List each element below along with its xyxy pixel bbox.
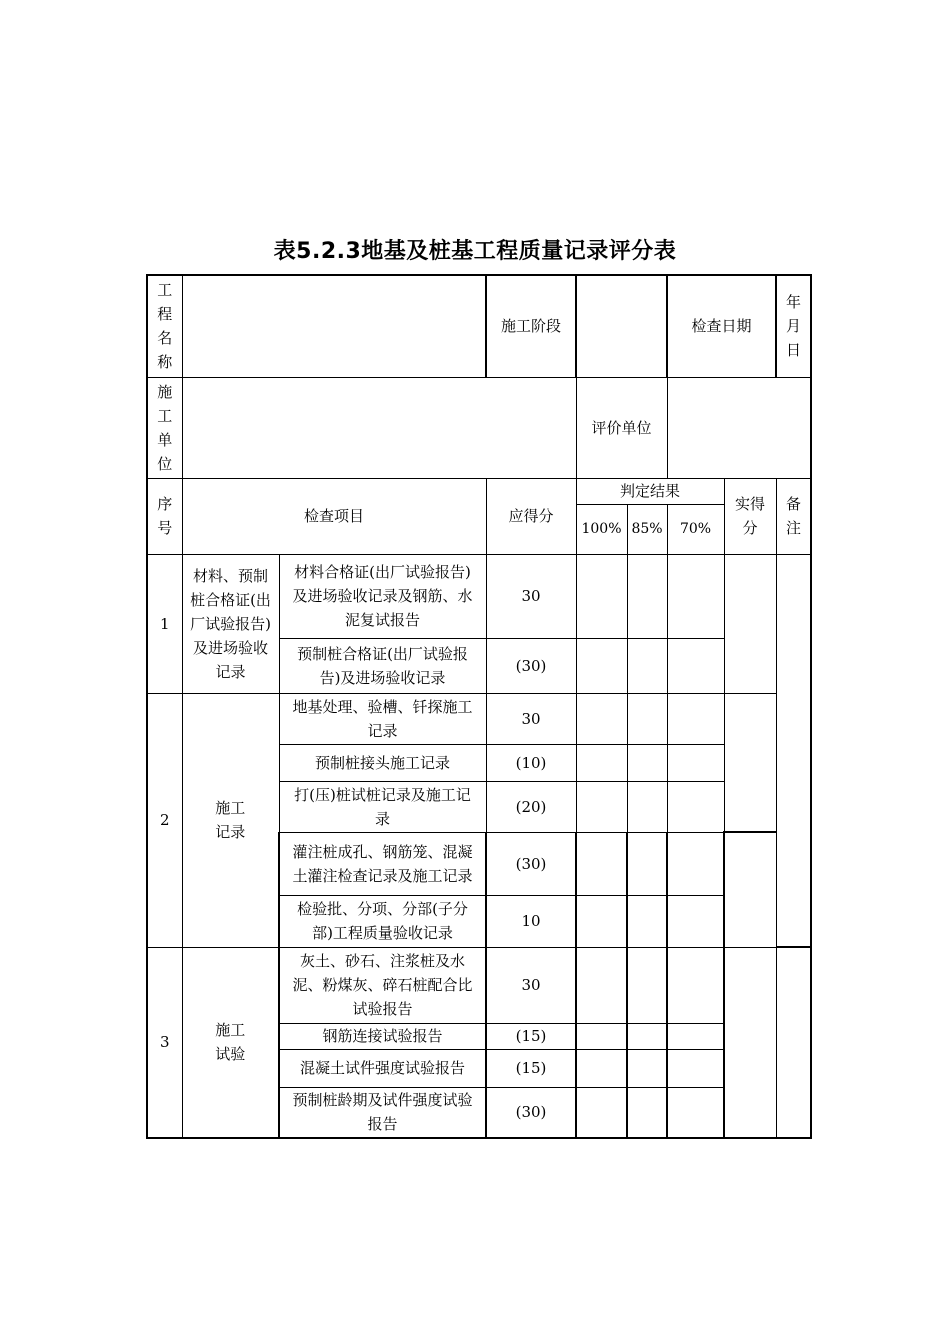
- group-seq: 1: [147, 554, 182, 693]
- pct-85-cell[interactable]: [627, 1049, 667, 1087]
- table-row: [147, 693, 811, 744]
- label-char: 程: [157, 305, 173, 324]
- item-line: 预制桩合格证(出厂试验报: [297, 644, 468, 663]
- header-line: 注: [786, 519, 802, 537]
- pct-70-cell[interactable]: [667, 744, 724, 781]
- check-item: [279, 832, 486, 895]
- due-score: (10): [486, 744, 576, 781]
- pct-85-cell[interactable]: [627, 638, 667, 693]
- group-name-line: 记录: [215, 662, 246, 681]
- page-title: 表5.2.3地基及桩基工程质量记录评分表: [273, 239, 677, 264]
- group-name-line: 厂试验报告): [190, 614, 271, 633]
- item-line: 检验批、分项、分部(子分: [297, 900, 468, 918]
- item-line: 录: [374, 809, 390, 828]
- group-seq: 3: [147, 947, 182, 1138]
- due-score: 30: [486, 693, 576, 744]
- actual-score-cell[interactable]: [724, 832, 776, 947]
- seq-header: [147, 478, 182, 554]
- project-name-value[interactable]: [182, 275, 486, 377]
- project-name-label: [147, 275, 182, 377]
- pct-70-cell[interactable]: [667, 638, 724, 693]
- label-char: 单: [157, 430, 173, 449]
- header-line: 实得: [735, 495, 766, 513]
- pct-85-cell[interactable]: [627, 895, 667, 947]
- group-name: [182, 554, 279, 693]
- item-line: 试验报告: [352, 1000, 413, 1018]
- pct-70-header: 70%: [667, 504, 724, 554]
- item-line: 报告: [367, 1115, 398, 1134]
- eval-unit-label: 评价单位: [576, 377, 667, 478]
- pct-100-cell[interactable]: [576, 1087, 627, 1138]
- due-score: (30): [486, 638, 576, 693]
- pct-100-cell[interactable]: [576, 947, 627, 1023]
- date-line: 日: [786, 341, 802, 360]
- project-name-row: [147, 275, 811, 377]
- check-item: [279, 1049, 486, 1087]
- group-name: [182, 947, 279, 1138]
- item-line: 灰土、砂石、注浆桩及水: [299, 952, 465, 970]
- pct-70-cell[interactable]: [667, 947, 724, 1023]
- item-header: 检查项目: [182, 478, 486, 554]
- pct-85-header: 85%: [627, 504, 667, 554]
- item-line: 及进场验收记录及钢筋、水: [292, 587, 473, 605]
- check-item: [279, 947, 486, 1023]
- pct-85-cell[interactable]: [627, 1023, 667, 1049]
- pct-85-cell[interactable]: [627, 554, 667, 638]
- group-name: [182, 693, 279, 947]
- label-char: 工: [157, 281, 173, 300]
- group-name-line: 及进场验收: [192, 638, 268, 657]
- check-item: [279, 1023, 486, 1049]
- pct-85-cell[interactable]: [627, 832, 667, 895]
- pct-70-cell[interactable]: [667, 1087, 724, 1138]
- item-line: 泥复试报告: [344, 611, 420, 629]
- check-item: [279, 638, 486, 693]
- pct-85-cell[interactable]: [627, 693, 667, 744]
- remark-cell[interactable]: [776, 554, 811, 947]
- pct-100-cell[interactable]: [576, 744, 627, 781]
- label-char: 工: [157, 406, 173, 425]
- quality-score-table: [146, 274, 812, 1139]
- table-row: [147, 947, 811, 1023]
- check-item: [279, 744, 486, 781]
- due-score: 10: [486, 895, 576, 947]
- stage-label: 施工阶段: [486, 275, 576, 377]
- pct-85-cell[interactable]: [627, 947, 667, 1023]
- item-line: 泥、粉煤灰、碎石桩配合比: [292, 976, 473, 994]
- due-score-header: 应得分: [486, 478, 576, 554]
- check-item: [279, 781, 486, 832]
- eval-unit-value[interactable]: [667, 377, 811, 478]
- due-score: (15): [486, 1023, 576, 1049]
- pct-70-cell[interactable]: [667, 1049, 724, 1087]
- group-name-line: 试验: [215, 1045, 246, 1064]
- actual-score-cell[interactable]: [724, 947, 776, 1138]
- header-char: 号: [157, 519, 173, 537]
- pct-100-cell[interactable]: [576, 832, 627, 895]
- pct-70-cell[interactable]: [667, 781, 724, 832]
- item-line: 打(压)桩试桩记录及施工记: [294, 785, 471, 804]
- header-char: 序: [157, 495, 173, 513]
- label-char: 名: [157, 329, 173, 348]
- actual-score-header: [724, 478, 776, 554]
- label-char: 位: [157, 454, 173, 473]
- pct-70-cell[interactable]: [667, 693, 724, 744]
- pct-85-cell[interactable]: [627, 781, 667, 832]
- remark-header: [776, 478, 811, 554]
- item-line: 材料合格证(出厂试验报告): [294, 563, 471, 581]
- item-line: 部)工程质量验收记录: [312, 924, 453, 942]
- pct-85-cell[interactable]: [627, 1087, 667, 1138]
- group-name-line: 施工: [215, 1021, 246, 1040]
- item-line: 灌注桩成孔、钢筋笼、混凝: [292, 842, 473, 861]
- column-header-row: [147, 478, 811, 504]
- pct-100-cell[interactable]: [576, 638, 627, 693]
- item-line: 钢筋连接试验报告: [322, 1027, 443, 1045]
- check-date-value[interactable]: [776, 275, 811, 377]
- check-item: [279, 554, 486, 638]
- actual-score-cell[interactable]: [724, 554, 776, 693]
- item-line: 告)及进场验收记录: [319, 668, 446, 687]
- due-score: 30: [486, 947, 576, 1023]
- pct-100-cell[interactable]: [576, 554, 627, 638]
- label-char: 施: [157, 382, 173, 401]
- group-seq: 2: [147, 693, 182, 947]
- item-line: 记录: [367, 721, 398, 740]
- due-score: (30): [486, 832, 576, 895]
- check-item: [279, 1087, 486, 1138]
- due-score: (30): [486, 1087, 576, 1138]
- group-name-line: 桩合格证(出: [190, 590, 271, 609]
- item-line: 土灌注检查记录及施工记录: [292, 866, 473, 885]
- pct-70-cell[interactable]: [667, 554, 724, 638]
- judge-result-header: 判定结果: [576, 478, 724, 504]
- date-line: 年 月: [786, 293, 802, 336]
- construction-unit-label: [147, 377, 182, 478]
- construction-unit-value[interactable]: [182, 377, 576, 478]
- item-line: 地基处理、验槽、钎探施工: [292, 697, 473, 716]
- check-item: [279, 693, 486, 744]
- pct-70-cell[interactable]: [667, 1023, 724, 1049]
- construction-unit-row: [147, 377, 811, 478]
- group-name-line: 记录: [215, 823, 246, 841]
- due-score: 30: [486, 554, 576, 638]
- pct-70-cell[interactable]: [667, 895, 724, 947]
- pct-100-cell[interactable]: [576, 781, 627, 832]
- check-item: [279, 895, 486, 947]
- group-name-line: 施工: [215, 799, 246, 817]
- pct-100-cell[interactable]: [576, 1023, 627, 1049]
- header-line: 备: [786, 495, 802, 513]
- check-date-label: 检查日期: [667, 275, 776, 377]
- pct-100-cell[interactable]: [576, 895, 627, 947]
- pct-100-header: 100%: [576, 504, 627, 554]
- group-name-line: 材料、预制: [192, 566, 268, 585]
- stage-value[interactable]: [576, 275, 667, 377]
- due-score: (15): [486, 1049, 576, 1087]
- table-row: [147, 554, 811, 638]
- item-line: 预制桩接头施工记录: [314, 753, 450, 772]
- pct-85-cell[interactable]: [627, 744, 667, 781]
- header-line: 分: [742, 519, 758, 537]
- actual-score-cell[interactable]: [724, 693, 776, 832]
- item-line: 预制桩龄期及试件强度试验: [292, 1091, 473, 1110]
- item-line: 混凝土试件强度试验报告: [299, 1059, 465, 1077]
- pct-100-cell[interactable]: [576, 1049, 627, 1087]
- label-char: 称: [157, 353, 173, 372]
- pct-70-cell[interactable]: [667, 832, 724, 895]
- due-score: (20): [486, 781, 576, 832]
- pct-100-cell[interactable]: [576, 693, 627, 744]
